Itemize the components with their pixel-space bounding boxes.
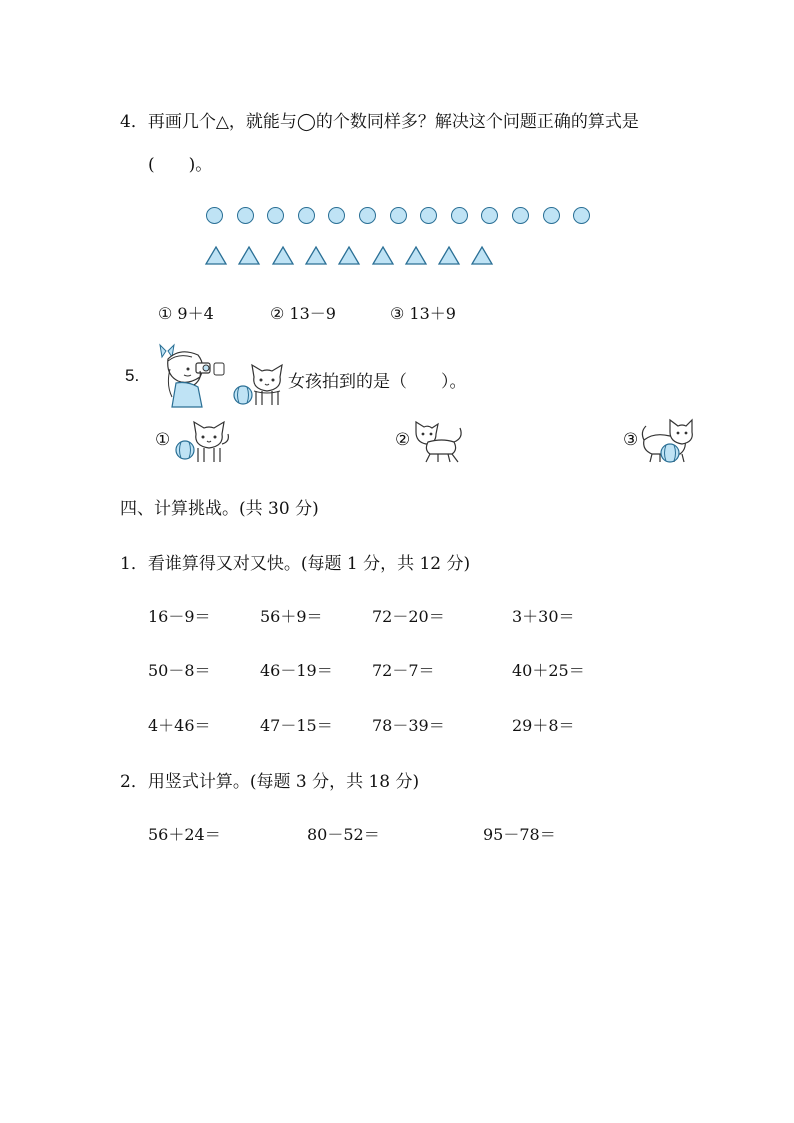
q4-number: 4． (120, 112, 148, 132)
calc-problem[interactable]: 56＋9＝ (260, 607, 323, 626)
q5-prompt: 女孩拍到的是（ ）。 (288, 372, 467, 391)
girl-with-camera-illustration (158, 345, 230, 409)
circle-shape (390, 207, 407, 224)
circle-shape (573, 207, 590, 224)
circle-shape (267, 207, 284, 224)
triangle-shape (305, 246, 327, 265)
ball-icon (660, 443, 680, 463)
circle-shape (512, 207, 529, 224)
calc-problem[interactable]: 29＋8＝ (512, 716, 575, 735)
calc-problem[interactable]: 3＋30＝ (512, 607, 575, 626)
circle-shape (420, 207, 437, 224)
triangle-shape (272, 246, 294, 265)
triangle-shape (372, 246, 394, 265)
calc-problem[interactable]: 78－39＝ (372, 716, 445, 735)
circle-shape (298, 207, 315, 224)
triangle-shape (405, 246, 427, 265)
calc-problem[interactable]: 72－7＝ (372, 661, 435, 680)
circle-shape (451, 207, 468, 224)
circle-shape (359, 207, 376, 224)
part-1-title: 1．看谁算得又对又快。(每题 1 分，共 12 分) (120, 554, 471, 574)
camera-lens-icon (213, 362, 225, 376)
vertical-calc-problem[interactable]: 80－52＝ (307, 825, 380, 844)
triangle-shape (238, 246, 260, 265)
q5-number: 5. (125, 366, 140, 385)
q4-answer-blank[interactable]: ( )。 (148, 155, 213, 175)
q4-heading (120, 107, 639, 132)
section-4-title: 四、计算挑战。(共 30 分) (120, 499, 319, 519)
triangle-shape (205, 246, 227, 265)
vertical-calc-problem[interactable]: 56＋24＝ (148, 825, 221, 844)
cat-front-view-icon (248, 363, 286, 407)
triangle-shape (438, 246, 460, 265)
calc-problem[interactable]: 16－9＝ (148, 607, 211, 626)
cat-front-view-icon[interactable] (190, 420, 230, 464)
q5-option-3-mark[interactable]: ③ (623, 430, 639, 450)
calc-problem[interactable]: 46－19＝ (260, 661, 333, 680)
cat-side-view-icon[interactable] (412, 420, 466, 464)
q4-option-1[interactable]: ① 9＋4 (158, 304, 214, 323)
triangle-shape (338, 246, 360, 265)
calc-problem[interactable]: 50－8＝ (148, 661, 211, 680)
circle-shape (328, 207, 345, 224)
calc-problem[interactable]: 72－20＝ (372, 607, 445, 626)
q4-option-3[interactable]: ③ 13＋9 (390, 304, 456, 323)
q5-option-2-mark[interactable]: ② (395, 430, 411, 450)
q4-option-2[interactable]: ② 13－9 (270, 304, 336, 323)
q5-option-1-mark[interactable]: ① (155, 430, 171, 450)
circle-shape (543, 207, 560, 224)
triangle-shape (471, 246, 493, 265)
calc-problem[interactable]: 47－15＝ (260, 716, 333, 735)
circle-shape (481, 207, 498, 224)
calc-problem[interactable]: 4＋46＝ (148, 716, 211, 735)
circle-shape (237, 207, 254, 224)
q4-prompt: 再画几个△，就能与◯的个数同样多？解决这个问题正确的算式是 (147, 112, 639, 132)
part-2-title: 2．用竖式计算。(每题 3 分，共 18 分) (120, 772, 420, 792)
calc-problem[interactable]: 40＋25＝ (512, 661, 585, 680)
vertical-calc-problem[interactable]: 95－78＝ (483, 825, 556, 844)
circle-shape (206, 207, 223, 224)
